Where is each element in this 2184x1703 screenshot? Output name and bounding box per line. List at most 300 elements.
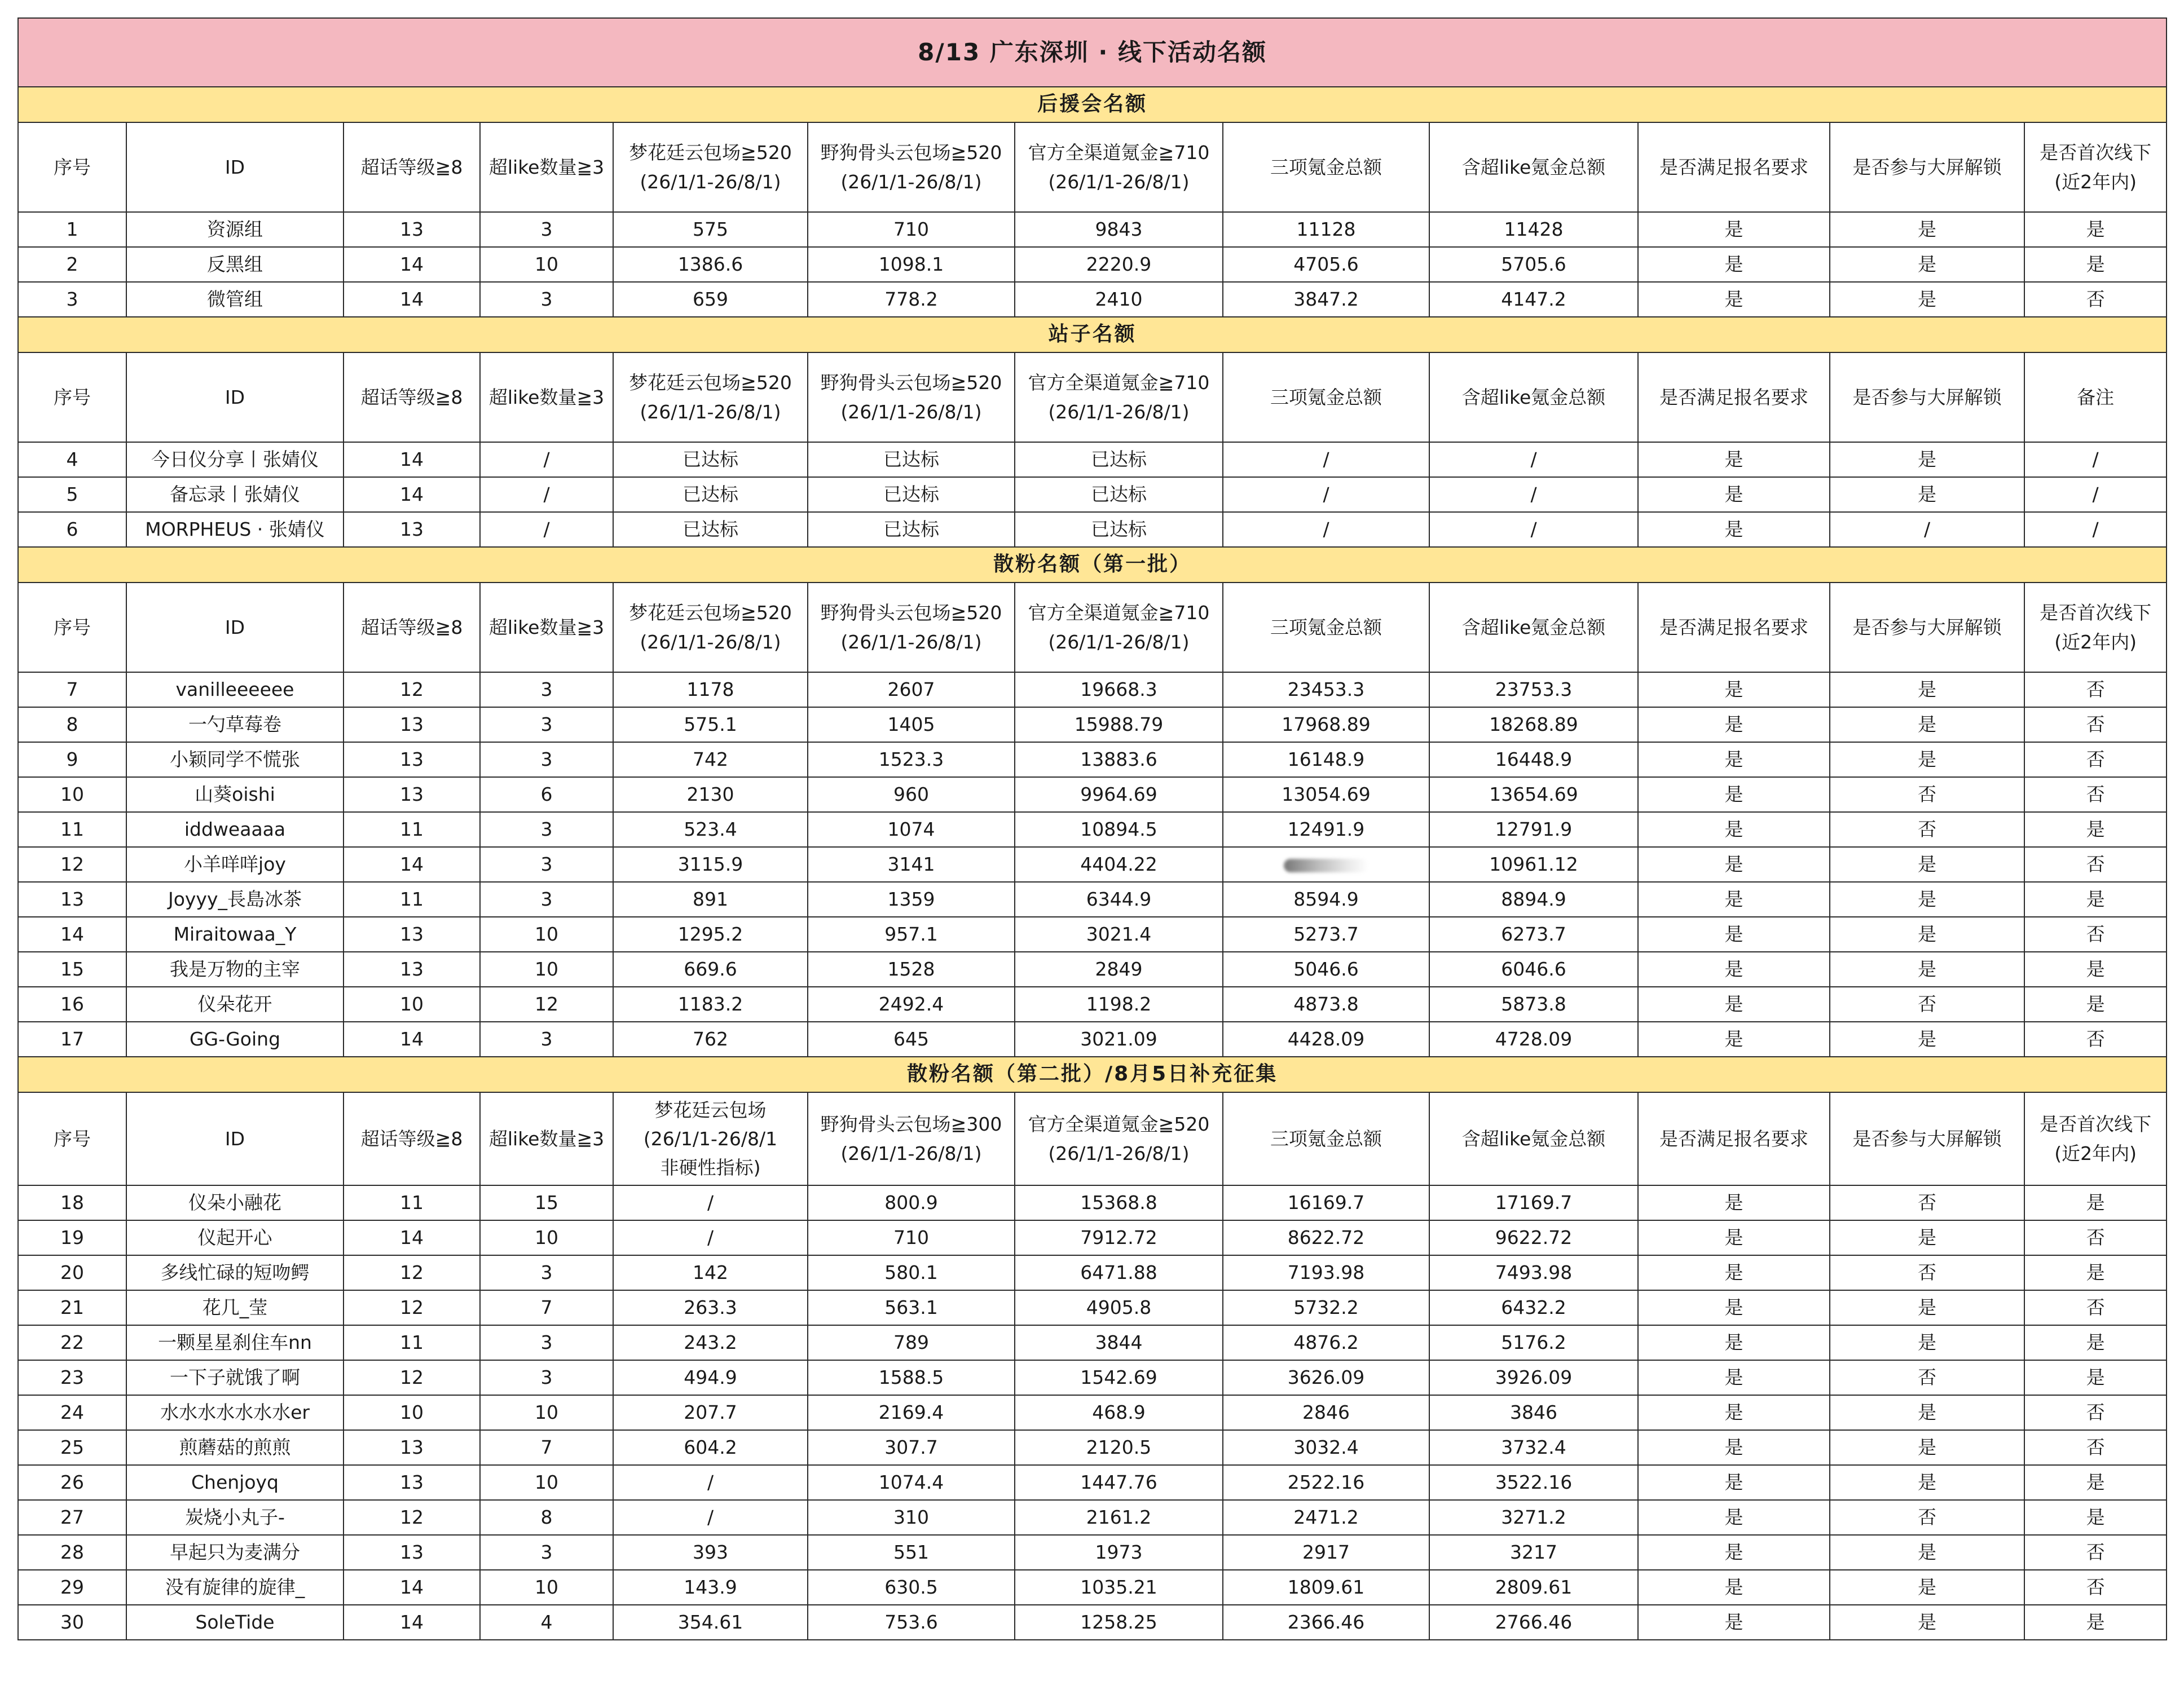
cell-seq: 29 xyxy=(18,1570,126,1605)
cell-total3: 4876.2 xyxy=(1223,1325,1429,1360)
cell-total3: / xyxy=(1223,477,1429,512)
cell-mhty: 393 xyxy=(613,1535,808,1570)
column-header-official: 官方全渠道氪金≧710 (26/1/1-26/8/1) xyxy=(1015,583,1223,672)
cell-official: 4404.22 xyxy=(1015,847,1223,882)
cell-mhty: 1386.6 xyxy=(613,247,808,282)
table-row xyxy=(18,212,2167,247)
column-header-first-offline: 是否首次线下 (近2年内) xyxy=(2024,122,2167,212)
cell-ygtg: 2607 xyxy=(808,672,1015,707)
cell-superlike: 3 xyxy=(480,1535,613,1570)
cell-total-with-like: 3926.09 xyxy=(1429,1360,1638,1395)
cell-level: 13 xyxy=(344,952,480,987)
table-row xyxy=(18,282,2167,317)
table-row xyxy=(18,742,2167,777)
cell-eligible: 是 xyxy=(1638,847,1830,882)
cell-total-with-like: 6432.2 xyxy=(1429,1290,1638,1325)
cell-id: 一勺草莓卷 xyxy=(126,707,344,742)
cell-first-offline: 是 xyxy=(2024,1360,2167,1395)
cell-screen-unlock: 是 xyxy=(1830,1290,2024,1325)
cell-id: 水水水水水水水er xyxy=(126,1395,344,1430)
cell-total3: 4428.09 xyxy=(1223,1022,1429,1057)
cell-screen-unlock: 是 xyxy=(1830,282,2024,317)
cell-official: 1973 xyxy=(1015,1535,1223,1570)
cell-seq: 16 xyxy=(18,987,126,1022)
cell-superlike: 15 xyxy=(480,1185,613,1220)
cell-first-offline: 是 xyxy=(2024,952,2167,987)
table-row xyxy=(18,707,2167,742)
cell-total3: 17968.89 xyxy=(1223,707,1429,742)
cell-eligible: 是 xyxy=(1638,442,1830,477)
cell-seq: 1 xyxy=(18,212,126,247)
cell-id: 仪朵花开 xyxy=(126,987,344,1022)
cell-seq: 3 xyxy=(18,282,126,317)
cell-seq: 9 xyxy=(18,742,126,777)
cell-first-offline: 是 xyxy=(2024,1255,2167,1290)
cell-level: 14 xyxy=(344,282,480,317)
cell-screen-unlock: 是 xyxy=(1830,1605,2024,1640)
cell-id: 炭烧小丸子- xyxy=(126,1500,344,1535)
column-header-seq: 序号 xyxy=(18,352,126,442)
cell-superlike: 3 xyxy=(480,672,613,707)
cell-superlike: 3 xyxy=(480,282,613,317)
cell-mhty: 604.2 xyxy=(613,1430,808,1465)
cell-mhty: 575 xyxy=(613,212,808,247)
cell-first-offline: 否 xyxy=(2024,1430,2167,1465)
cell-eligible: 是 xyxy=(1638,1570,1830,1605)
cell-screen-unlock: 是 xyxy=(1830,882,2024,917)
cell-first-offline: 是 xyxy=(2024,212,2167,247)
cell-seq: 12 xyxy=(18,847,126,882)
cell-mhty: 762 xyxy=(613,1022,808,1057)
cell-total-with-like: 3271.2 xyxy=(1429,1500,1638,1535)
cell-official: 已达标 xyxy=(1015,477,1223,512)
cell-screen-unlock: 否 xyxy=(1830,812,2024,847)
cell-total-with-like: 5873.8 xyxy=(1429,987,1638,1022)
cell-mhty: 3115.9 xyxy=(613,847,808,882)
cell-ygtg: 1359 xyxy=(808,882,1015,917)
cell-ygtg: 3141 xyxy=(808,847,1015,882)
cell-official: 2849 xyxy=(1015,952,1223,987)
cell-eligible: 是 xyxy=(1638,987,1830,1022)
cell-level: 13 xyxy=(344,742,480,777)
cell-screen-unlock: 是 xyxy=(1830,477,2024,512)
cell-total3: 3032.4 xyxy=(1223,1430,1429,1465)
column-header-total-with-like: 含超like氪金总额 xyxy=(1429,122,1638,212)
cell-ygtg: 1523.3 xyxy=(808,742,1015,777)
cell-eligible: 是 xyxy=(1638,1465,1830,1500)
cell-eligible: 是 xyxy=(1638,672,1830,707)
cell-mhty: 354.61 xyxy=(613,1605,808,1640)
cell-ygtg: 已达标 xyxy=(808,512,1015,547)
cell-total3: / xyxy=(1223,442,1429,477)
cell-mhty: 已达标 xyxy=(613,512,808,547)
column-header-mhty: 梦花廷云包场 (26/1/1-26/8/1 非硬性指标) xyxy=(613,1092,808,1185)
table-body xyxy=(18,18,2167,1640)
table-row xyxy=(18,952,2167,987)
cell-seq: 8 xyxy=(18,707,126,742)
cell-id: GG-Going xyxy=(126,1022,344,1057)
column-header-superlike: 超like数量≧3 xyxy=(480,122,613,212)
cell-official: 15368.8 xyxy=(1015,1185,1223,1220)
cell-ygtg: 753.6 xyxy=(808,1605,1015,1640)
cell-official: 4905.8 xyxy=(1015,1290,1223,1325)
cell-total3: 12491.9 xyxy=(1223,812,1429,847)
cell-ygtg: 710 xyxy=(808,1220,1015,1255)
column-header-first-offline: 备注 xyxy=(2024,352,2167,442)
cell-ygtg: 789 xyxy=(808,1325,1015,1360)
cell-level: 11 xyxy=(344,882,480,917)
cell-seq: 30 xyxy=(18,1605,126,1640)
cell-first-offline: 是 xyxy=(2024,1185,2167,1220)
cell-first-offline: 是 xyxy=(2024,1325,2167,1360)
column-header-id: ID xyxy=(126,1092,344,1185)
column-header-level: 超话等级≧8 xyxy=(344,352,480,442)
cell-total-with-like: 16448.9 xyxy=(1429,742,1638,777)
cell-screen-unlock: 是 xyxy=(1830,1220,2024,1255)
cell-level: 14 xyxy=(344,847,480,882)
cell-eligible: 是 xyxy=(1638,1535,1830,1570)
column-header-total-with-like: 含超like氪金总额 xyxy=(1429,583,1638,672)
cell-eligible: 是 xyxy=(1638,952,1830,987)
cell-screen-unlock: 是 xyxy=(1830,917,2024,952)
table-row xyxy=(18,847,2167,882)
column-header-ygtg: 野狗骨头云包场≧300 (26/1/1-26/8/1) xyxy=(808,1092,1015,1185)
cell-first-offline: 否 xyxy=(2024,1395,2167,1430)
cell-total3: 2471.2 xyxy=(1223,1500,1429,1535)
cell-level: 12 xyxy=(344,1255,480,1290)
cell-total-with-like: 3217 xyxy=(1429,1535,1638,1570)
table-row xyxy=(18,1465,2167,1500)
cell-id: 仪朵小融花 xyxy=(126,1185,344,1220)
cell-ygtg: 1528 xyxy=(808,952,1015,987)
section-header-row xyxy=(18,317,2167,352)
cell-id: 反黑组 xyxy=(126,247,344,282)
cell-seq: 5 xyxy=(18,477,126,512)
cell-ygtg: 已达标 xyxy=(808,477,1015,512)
section-title: 散粉名额（第一批） xyxy=(18,547,2167,583)
cell-total-with-like: 12791.9 xyxy=(1429,812,1638,847)
cell-total3: 11128 xyxy=(1223,212,1429,247)
column-header-screen-unlock: 是否参与大屏解锁 xyxy=(1830,122,2024,212)
cell-superlike: 7 xyxy=(480,1430,613,1465)
title-row xyxy=(18,18,2167,87)
column-header-official: 官方全渠道氪金≧520 (26/1/1-26/8/1) xyxy=(1015,1092,1223,1185)
column-header-eligible: 是否满足报名要求 xyxy=(1638,1092,1830,1185)
cell-eligible: 是 xyxy=(1638,742,1830,777)
cell-official: 9964.69 xyxy=(1015,777,1223,812)
cell-total3: 4873.8 xyxy=(1223,987,1429,1022)
cell-ygtg: 580.1 xyxy=(808,1255,1015,1290)
cell-eligible: 是 xyxy=(1638,777,1830,812)
cell-official: 已达标 xyxy=(1015,442,1223,477)
cell-superlike: 10 xyxy=(480,1220,613,1255)
cell-mhty: 142 xyxy=(613,1255,808,1290)
cell-official: 3021.09 xyxy=(1015,1022,1223,1057)
column-header-level: 超话等级≧8 xyxy=(344,1092,480,1185)
cell-superlike: / xyxy=(480,512,613,547)
column-header-id: ID xyxy=(126,583,344,672)
column-header-total3: 三项氪金总额 xyxy=(1223,352,1429,442)
cell-level: 12 xyxy=(344,1360,480,1395)
cell-superlike: 10 xyxy=(480,1395,613,1430)
cell-first-offline: 是 xyxy=(2024,247,2167,282)
cell-superlike: 3 xyxy=(480,212,613,247)
cell-id: 一下子就饿了啊 xyxy=(126,1360,344,1395)
cell-screen-unlock: 是 xyxy=(1830,847,2024,882)
cell-screen-unlock: / xyxy=(1830,512,2024,547)
cell-total-with-like: / xyxy=(1429,442,1638,477)
cell-seq: 14 xyxy=(18,917,126,952)
cell-eligible: 是 xyxy=(1638,247,1830,282)
cell-ygtg: 1074 xyxy=(808,812,1015,847)
column-header-row xyxy=(18,352,2167,442)
cell-eligible: 是 xyxy=(1638,477,1830,512)
column-header-screen-unlock: 是否参与大屏解锁 xyxy=(1830,583,2024,672)
cell-first-offline: 是 xyxy=(2024,882,2167,917)
cell-seq: 27 xyxy=(18,1500,126,1535)
cell-official: 1258.25 xyxy=(1015,1605,1223,1640)
cell-superlike: 3 xyxy=(480,707,613,742)
column-header-row xyxy=(18,1092,2167,1185)
cell-total-with-like: 3522.16 xyxy=(1429,1465,1638,1500)
signup-quota-sheet xyxy=(17,17,2166,1640)
cell-total3: 16148.9 xyxy=(1223,742,1429,777)
cell-seq: 7 xyxy=(18,672,126,707)
cell-id: 煎蘑菇的煎煎 xyxy=(126,1430,344,1465)
cell-first-offline: 否 xyxy=(2024,847,2167,882)
column-header-eligible: 是否满足报名要求 xyxy=(1638,122,1830,212)
cell-eligible: 是 xyxy=(1638,1325,1830,1360)
cell-eligible: 是 xyxy=(1638,1395,1830,1430)
page-title: 8/13 广东深圳 · 线下活动名额 xyxy=(18,18,2167,87)
cell-official: 1447.76 xyxy=(1015,1465,1223,1500)
cell-eligible: 是 xyxy=(1638,882,1830,917)
cell-official: 19668.3 xyxy=(1015,672,1223,707)
cell-level: 10 xyxy=(344,1395,480,1430)
cell-screen-unlock: 是 xyxy=(1830,1430,2024,1465)
table-row xyxy=(18,777,2167,812)
cell-total-with-like: 13654.69 xyxy=(1429,777,1638,812)
cell-first-offline: 否 xyxy=(2024,1220,2167,1255)
table-row xyxy=(18,987,2167,1022)
cell-id: 花几_莹 xyxy=(126,1290,344,1325)
cell-eligible: 是 xyxy=(1638,1430,1830,1465)
cell-mhty: 已达标 xyxy=(613,477,808,512)
table-row xyxy=(18,1605,2167,1640)
column-header-total3: 三项氪金总额 xyxy=(1223,583,1429,672)
cell-id: 多线忙碌的短吻鳄 xyxy=(126,1255,344,1290)
cell-screen-unlock: 否 xyxy=(1830,1185,2024,1220)
cell-official: 2220.9 xyxy=(1015,247,1223,282)
cell-id: 备忘录丨张婧仪 xyxy=(126,477,344,512)
cell-screen-unlock: 是 xyxy=(1830,1465,2024,1500)
section-title: 站子名额 xyxy=(18,317,2167,352)
cell-first-offline: 否 xyxy=(2024,1022,2167,1057)
cell-id: 山葵oishi xyxy=(126,777,344,812)
cell-total-with-like: 6273.7 xyxy=(1429,917,1638,952)
cell-superlike: / xyxy=(480,442,613,477)
cell-screen-unlock: 是 xyxy=(1830,742,2024,777)
cell-mhty: 523.4 xyxy=(613,812,808,847)
cell-level: 13 xyxy=(344,1465,480,1500)
column-header-ygtg: 野狗骨头云包场≧520 (26/1/1-26/8/1) xyxy=(808,122,1015,212)
cell-total3: 5046.6 xyxy=(1223,952,1429,987)
cell-first-offline: / xyxy=(2024,512,2167,547)
cell-first-offline: 否 xyxy=(2024,742,2167,777)
cell-id: 我是万物的主宰 xyxy=(126,952,344,987)
section-title: 后援会名额 xyxy=(18,87,2167,122)
table-row xyxy=(18,442,2167,477)
cell-first-offline: 是 xyxy=(2024,812,2167,847)
cell-total3: 3847.2 xyxy=(1223,282,1429,317)
cell-first-offline: 否 xyxy=(2024,672,2167,707)
cell-eligible: 是 xyxy=(1638,812,1830,847)
column-header-seq: 序号 xyxy=(18,583,126,672)
cell-screen-unlock: 否 xyxy=(1830,1500,2024,1535)
cell-id: 小羊咩咩joy xyxy=(126,847,344,882)
cell-screen-unlock: 否 xyxy=(1830,1255,2024,1290)
cell-id: 微管组 xyxy=(126,282,344,317)
cell-total-with-like: 8894.9 xyxy=(1429,882,1638,917)
cell-mhty: 207.7 xyxy=(613,1395,808,1430)
cell-seq: 26 xyxy=(18,1465,126,1500)
cell-total3: 13054.69 xyxy=(1223,777,1429,812)
cell-mhty: 494.9 xyxy=(613,1360,808,1395)
cell-screen-unlock: 是 xyxy=(1830,952,2024,987)
cell-level: 14 xyxy=(344,442,480,477)
cell-total-with-like: 11428 xyxy=(1429,212,1638,247)
column-header-mhty: 梦花廷云包场≧520 (26/1/1-26/8/1) xyxy=(613,352,808,442)
cell-superlike: 6 xyxy=(480,777,613,812)
cell-screen-unlock: 是 xyxy=(1830,247,2024,282)
cell-eligible: 是 xyxy=(1638,1605,1830,1640)
cell-mhty: 143.9 xyxy=(613,1570,808,1605)
cell-total3: 7193.98 xyxy=(1223,1255,1429,1290)
column-header-mhty: 梦花廷云包场≧520 (26/1/1-26/8/1) xyxy=(613,583,808,672)
table-row xyxy=(18,1535,2167,1570)
cell-seq: 17 xyxy=(18,1022,126,1057)
cell-superlike: 3 xyxy=(480,1255,613,1290)
cell-seq: 23 xyxy=(18,1360,126,1395)
cell-seq: 15 xyxy=(18,952,126,987)
column-header-mhty: 梦花廷云包场≧520 (26/1/1-26/8/1) xyxy=(613,122,808,212)
cell-eligible: 是 xyxy=(1638,512,1830,547)
column-header-superlike: 超like数量≧3 xyxy=(480,1092,613,1185)
cell-total3: / xyxy=(1223,512,1429,547)
column-header-total-with-like: 含超like氪金总额 xyxy=(1429,1092,1638,1185)
cell-seq: 21 xyxy=(18,1290,126,1325)
cell-superlike: 8 xyxy=(480,1500,613,1535)
cell-ygtg: 630.5 xyxy=(808,1570,1015,1605)
cell-superlike: 10 xyxy=(480,952,613,987)
cell-mhty: 243.2 xyxy=(613,1325,808,1360)
cell-mhty: 已达标 xyxy=(613,442,808,477)
cell-screen-unlock: 否 xyxy=(1830,777,2024,812)
column-header-superlike: 超like数量≧3 xyxy=(480,352,613,442)
cell-first-offline: 否 xyxy=(2024,1290,2167,1325)
table-row xyxy=(18,512,2167,547)
cell-total3: 2917 xyxy=(1223,1535,1429,1570)
column-header-ygtg: 野狗骨头云包场≧520 (26/1/1-26/8/1) xyxy=(808,583,1015,672)
cell-total3: 1809.61 xyxy=(1223,1570,1429,1605)
cell-total3: 8622.72 xyxy=(1223,1220,1429,1255)
cell-official: 1198.2 xyxy=(1015,987,1223,1022)
column-header-level: 超话等级≧8 xyxy=(344,583,480,672)
cell-first-offline: 是 xyxy=(2024,1465,2167,1500)
cell-eligible: 是 xyxy=(1638,1220,1830,1255)
cell-level: 13 xyxy=(344,1535,480,1570)
cell-superlike: 10 xyxy=(480,247,613,282)
cell-total3: 4705.6 xyxy=(1223,247,1429,282)
cell-id: 今日仪分享丨张婧仪 xyxy=(126,442,344,477)
cell-screen-unlock: 是 xyxy=(1830,442,2024,477)
table-row xyxy=(18,882,2167,917)
cell-ygtg: 1588.5 xyxy=(808,1360,1015,1395)
cell-official: 1035.21 xyxy=(1015,1570,1223,1605)
cell-ygtg: 957.1 xyxy=(808,917,1015,952)
table-row xyxy=(18,1570,2167,1605)
cell-level: 12 xyxy=(344,672,480,707)
cell-level: 13 xyxy=(344,917,480,952)
cell-id: 早起只为麦满分 xyxy=(126,1535,344,1570)
section-header-row xyxy=(18,547,2167,583)
table-row xyxy=(18,247,2167,282)
cell-mhty: 659 xyxy=(613,282,808,317)
cell-official: 6344.9 xyxy=(1015,882,1223,917)
column-header-row xyxy=(18,122,2167,212)
table-row xyxy=(18,812,2167,847)
cell-screen-unlock: 否 xyxy=(1830,987,2024,1022)
cell-mhty: 575.1 xyxy=(613,707,808,742)
cell-screen-unlock: 是 xyxy=(1830,1022,2024,1057)
cell-total-with-like: 5705.6 xyxy=(1429,247,1638,282)
cell-level: 13 xyxy=(344,512,480,547)
cell-eligible: 是 xyxy=(1638,1022,1830,1057)
cell-seq: 2 xyxy=(18,247,126,282)
cell-superlike: 7 xyxy=(480,1290,613,1325)
cell-superlike: 4 xyxy=(480,1605,613,1640)
column-header-superlike: 超like数量≧3 xyxy=(480,583,613,672)
cell-eligible: 是 xyxy=(1638,282,1830,317)
cell-seq: 6 xyxy=(18,512,126,547)
cell-id: 资源组 xyxy=(126,212,344,247)
cell-total3: 2366.46 xyxy=(1223,1605,1429,1640)
cell-total3: 2846 xyxy=(1223,1395,1429,1430)
cell-total3: 16169.7 xyxy=(1223,1185,1429,1220)
cell-superlike: 3 xyxy=(480,1022,613,1057)
cell-official: 6471.88 xyxy=(1015,1255,1223,1290)
cell-total-with-like: 10961.12 xyxy=(1429,847,1638,882)
column-header-id: ID xyxy=(126,352,344,442)
cell-superlike: 10 xyxy=(480,1570,613,1605)
cell-total-with-like: 3732.4 xyxy=(1429,1430,1638,1465)
table-row xyxy=(18,1360,2167,1395)
cell-official: 3021.4 xyxy=(1015,917,1223,952)
table-row xyxy=(18,1220,2167,1255)
cell-first-offline: / xyxy=(2024,442,2167,477)
cell-id: 没有旋律的旋律_ xyxy=(126,1570,344,1605)
cell-level: 14 xyxy=(344,1605,480,1640)
cell-screen-unlock: 是 xyxy=(1830,1570,2024,1605)
cell-mhty: 669.6 xyxy=(613,952,808,987)
cell-official: 3844 xyxy=(1015,1325,1223,1360)
cell-level: 11 xyxy=(344,1325,480,1360)
cell-eligible: 是 xyxy=(1638,1185,1830,1220)
cell-level: 10 xyxy=(344,987,480,1022)
cell-total-with-like: 4147.2 xyxy=(1429,282,1638,317)
table-row xyxy=(18,477,2167,512)
cell-official: 2410 xyxy=(1015,282,1223,317)
